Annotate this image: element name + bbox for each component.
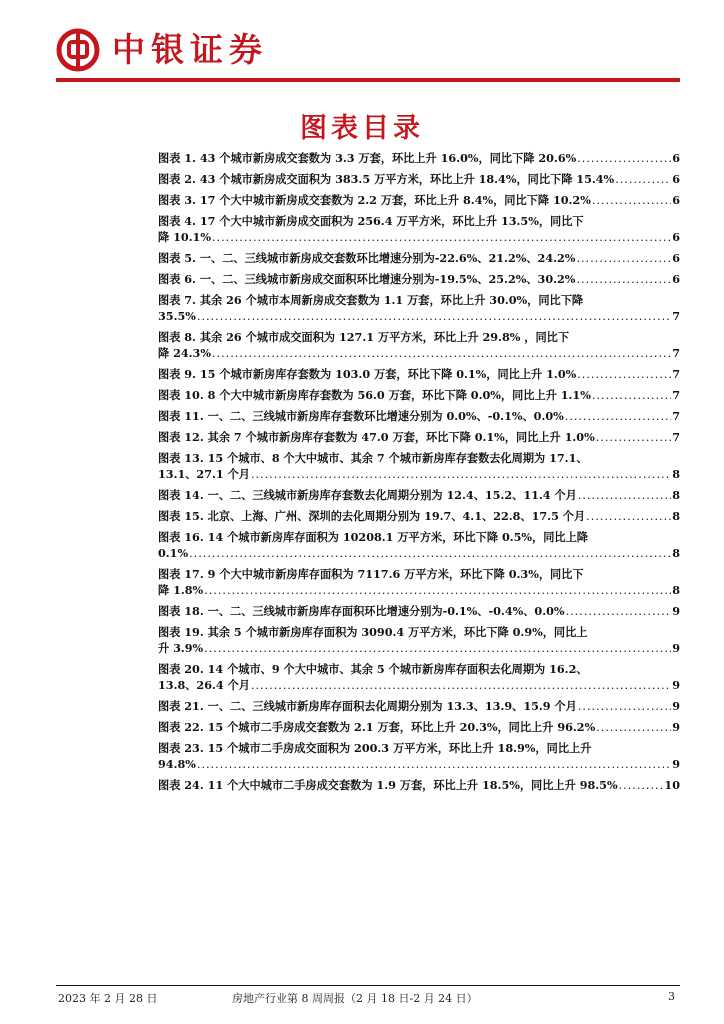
toc-entry-last-line — [158, 698, 680, 715]
toc-page-number: 7 — [672, 409, 680, 423]
toc-entry-last-line — [158, 150, 680, 167]
toc-entry-text: 图表 23. 15 个城市二手房成交面积为 200.3 万平方米，环比上升 18.9%，同比上升 — [158, 741, 592, 755]
toc-entry-text: 降 24.3% — [158, 346, 211, 360]
footer-date: 2023 年 2 月 28 日 — [58, 992, 158, 1005]
toc-leader-dots — [576, 272, 671, 288]
footer-page-number: 3 — [668, 990, 675, 1003]
toc-page-number: 9 — [672, 678, 680, 692]
toc-entry[interactable] — [158, 387, 680, 404]
toc-page-number: 8 — [672, 583, 680, 597]
brand-name: 中银证券 — [112, 30, 268, 69]
bank-of-china-logo-icon — [56, 28, 100, 72]
toc-entry[interactable] — [158, 429, 680, 446]
toc-page-number: 9 — [672, 641, 680, 655]
toc-entry[interactable] — [158, 292, 680, 325]
toc-entry-text: 图表 17. 9 个大中城市新房库存面积为 7117.6 万平方米，环比下降 0.3%，同比下 — [158, 567, 584, 581]
toc-entry-text: 94.8% — [158, 757, 196, 771]
toc-entry[interactable] — [158, 566, 680, 599]
toc-page-number: 6 — [672, 151, 680, 165]
toc-page-number: 8 — [672, 467, 680, 481]
toc-page-number: 7 — [672, 309, 680, 323]
toc-leader-dots — [592, 388, 671, 404]
toc-entry-text: 图表 12. 其余 7 个城市新房库存套数为 47.0 万套，环比下降 0.1%，同比上升 1.0% — [158, 430, 595, 444]
toc-entry[interactable] — [158, 487, 680, 504]
footer-rule — [56, 985, 680, 986]
toc-leader-dots — [189, 546, 671, 562]
toc-page-number: 6 — [672, 230, 680, 244]
toc-entry-last-line — [158, 345, 680, 362]
toc-entry-text: 35.5% — [158, 309, 196, 323]
toc-entry-line — [158, 529, 680, 545]
toc-page-number: 7 — [672, 388, 680, 402]
toc-entry-text: 降 1.8% — [158, 583, 204, 597]
toc-entry-text: 图表 2. 43 个城市新房成交面积为 383.5 万平方米，环比上升 18.4%，同比下降 15.4% — [158, 172, 615, 186]
toc-entry[interactable] — [158, 529, 680, 562]
toc-entry-last-line — [158, 250, 680, 267]
toc-entry-line — [158, 450, 680, 466]
toc-leader-dots — [577, 367, 671, 383]
toc-entry-last-line — [158, 466, 680, 483]
footer-report-title: 房地产行业第 8 周周报（2 月 18 日-2 月 24 日） — [232, 992, 478, 1005]
toc-page-number: 7 — [672, 346, 680, 360]
toc-page-number: 7 — [672, 430, 680, 444]
toc-leader-dots — [204, 583, 671, 599]
toc-entry[interactable] — [158, 192, 680, 209]
toc-entry-last-line — [158, 229, 680, 246]
toc-entry-last-line — [158, 192, 680, 209]
toc-leader-dots — [578, 699, 671, 715]
toc-entry-text: 图表 8. 其余 26 个城市成交面积为 127.1 万平方米，环比上升 29.8% ，同比下 — [158, 330, 570, 344]
toc-entry-text: 13.1、27.1 个月 — [158, 467, 250, 481]
toc-page-number: 6 — [672, 251, 680, 265]
toc-entry[interactable] — [158, 719, 680, 736]
toc-entry-line — [158, 213, 680, 229]
toc-entry[interactable] — [158, 171, 680, 188]
toc-entry-last-line — [158, 387, 680, 404]
toc-leader-dots — [212, 346, 671, 362]
toc-entry-line — [158, 624, 680, 640]
toc-entry[interactable] — [158, 698, 680, 715]
toc-leader-dots — [197, 757, 671, 773]
toc-entry-text: 图表 6. 一、二、三线城市新房成交面积环比增速分别为-19.5%、25.2%、30.2% — [158, 272, 576, 286]
page-header — [0, 0, 724, 84]
toc-leader-dots — [576, 251, 671, 267]
toc-leader-dots — [204, 641, 671, 657]
toc-page-number: 6 — [672, 193, 680, 207]
toc-page-number: 9 — [672, 699, 680, 713]
toc-page-number: 6 — [672, 172, 680, 186]
toc-entry-line — [158, 292, 680, 308]
toc-entry-text: 图表 15. 北京、上海、广州、深圳的去化周期分别为 19.7、4.1、22.8、17.5 个月 — [158, 509, 586, 523]
toc-entry-last-line — [158, 408, 680, 425]
toc-page-number: 8 — [672, 509, 680, 523]
toc-entry[interactable] — [158, 603, 680, 620]
toc-leader-dots — [592, 193, 671, 209]
toc-leader-dots — [615, 172, 671, 188]
toc-entry-line — [158, 329, 680, 345]
toc-entry-last-line — [158, 756, 680, 773]
toc-entry-last-line — [158, 677, 680, 694]
toc-page-number: 9 — [672, 757, 680, 771]
toc-entry-text: 图表 18. 一、二、三线城市新房库存面积环比增速分别为-0.1%、-0.4%、0.0% — [158, 604, 565, 618]
toc-entry-text: 图表 7. 其余 26 个城市本周新房成交套数为 1.1 万套，环比上升 30.0%，同比下降 — [158, 293, 584, 307]
toc-entry-text: 图表 14. 一、二、三线城市新房库存套数去化周期分别为 12.4、15.2、11.4 个月 — [158, 488, 577, 502]
toc-leader-dots — [251, 678, 671, 694]
toc-entry[interactable] — [158, 450, 680, 483]
toc-entry-last-line — [158, 171, 680, 188]
toc-entry[interactable] — [158, 777, 680, 794]
toc-entry-last-line — [158, 366, 680, 383]
toc-leader-dots — [565, 409, 671, 425]
toc-leader-dots — [197, 309, 671, 325]
toc-entry[interactable] — [158, 661, 680, 694]
toc-leader-dots — [566, 604, 672, 620]
toc-page-number: 6 — [672, 272, 680, 286]
toc-page-number: 9 — [672, 720, 680, 734]
toc-entry[interactable] — [158, 329, 680, 362]
toc-entry-text: 图表 24. 11 个大中城市二手房成交套数为 1.9 万套，环比上升 18.5%，同比上升 98.5% — [158, 778, 618, 792]
header-rule — [56, 78, 680, 82]
toc-entry[interactable] — [158, 408, 680, 425]
toc-entry-text: 图表 21. 一、二、三线城市新房库存面积去化周期分别为 13.3、13.9、15.9 个月 — [158, 699, 577, 713]
toc-page-number: 8 — [672, 488, 680, 502]
toc-page-number: 8 — [672, 546, 680, 560]
toc-leader-dots — [586, 509, 671, 525]
toc-entry-last-line — [158, 777, 680, 794]
toc-entry[interactable] — [158, 624, 680, 657]
toc-entry-last-line — [158, 582, 680, 599]
toc-entry-last-line — [158, 308, 680, 325]
toc-entry[interactable] — [158, 250, 680, 267]
toc-entry-text: 0.1% — [158, 546, 189, 560]
toc-entry[interactable] — [158, 271, 680, 288]
toc-entry-last-line — [158, 271, 680, 288]
toc-title: 图表目录 — [300, 113, 424, 144]
toc-entry-text: 图表 16. 14 个城市新房库存面积为 10208.1 万平方米，环比下降 0.5%，同比上降 — [158, 530, 588, 544]
toc-page-number: 7 — [672, 367, 680, 381]
toc-entry-text: 图表 19. 其余 5 个城市新房库存面积为 3090.4 万平方米，环比下降 0.9%，同比上 — [158, 625, 588, 639]
toc-entry-text: 13.8、26.4 个月 — [158, 678, 250, 692]
toc-entry-line — [158, 661, 680, 677]
toc-entry-last-line — [158, 545, 680, 562]
toc-entry-last-line — [158, 508, 680, 525]
toc-entry-text: 图表 3. 17 个大中城市新房成交套数为 2.2 万套，环比上升 8.4%，同比下降 10.2% — [158, 193, 591, 207]
toc-leader-dots — [578, 488, 671, 504]
toc-entry-text: 图表 20. 14 个城市、9 个大中城市、其余 5 个城市新房库存面积去化周期为 16.2、 — [158, 662, 588, 676]
toc-page-number: 9 — [672, 604, 680, 618]
toc-entry-last-line — [158, 640, 680, 657]
toc-leader-dots — [212, 230, 671, 246]
toc-entry-last-line — [158, 487, 680, 504]
toc-entry-text: 图表 11. 一、二、三线城市新房库存套数环比增速分别为 0.0%、-0.1%、0.0% — [158, 409, 564, 423]
toc-entry-last-line — [158, 429, 680, 446]
toc-entry[interactable] — [158, 150, 680, 167]
toc-entry[interactable] — [158, 508, 680, 525]
toc-leader-dots — [596, 720, 671, 736]
toc-entry-text: 图表 13. 15 个城市、8 个大中城市、其余 7 个城市新房库存套数去化周期为 17.1、 — [158, 451, 588, 465]
toc-leader-dots — [251, 467, 671, 483]
toc-entry-text: 图表 1. 43 个城市新房成交套数为 3.3 万套，环比上升 16.0%，同比下降 20.6% — [158, 151, 577, 165]
toc-entry-line — [158, 566, 680, 582]
toc-entry-line — [158, 740, 680, 756]
toc-entry[interactable] — [158, 213, 680, 246]
toc-entry-text: 图表 4. 17 个大中城市新房成交面积为 256.4 万平方米，环比上升 13.5%，同比下 — [158, 214, 584, 228]
toc-entry-text: 升 3.9% — [158, 641, 204, 655]
toc-list — [158, 150, 680, 798]
toc-entry[interactable] — [158, 366, 680, 383]
toc-entry-text: 图表 9. 15 个城市新房库存套数为 103.0 万套，环比下降 0.1%，同比上升 1.0% — [158, 367, 577, 381]
toc-entry-text: 图表 10. 8 个大中城市新房库存套数为 56.0 万套，环比下降 0.0%，同比上升 1.1% — [158, 388, 591, 402]
toc-entry-last-line — [158, 719, 680, 736]
toc-leader-dots — [596, 430, 671, 446]
toc-entry-text: 图表 22. 15 个城市二手房成交套数为 2.1 万套，环比上升 20.3%，同比上升 96.2% — [158, 720, 596, 734]
toc-page-number: 10 — [664, 778, 680, 792]
toc-leader-dots — [619, 778, 664, 794]
toc-leader-dots — [577, 151, 671, 167]
toc-entry-text: 图表 5. 一、二、三线城市新房成交套数环比增速分别为-22.6%、21.2%、24.2% — [158, 251, 576, 265]
toc-entry-text: 降 10.1% — [158, 230, 211, 244]
toc-entry-last-line — [158, 603, 680, 620]
toc-entry[interactable] — [158, 740, 680, 773]
